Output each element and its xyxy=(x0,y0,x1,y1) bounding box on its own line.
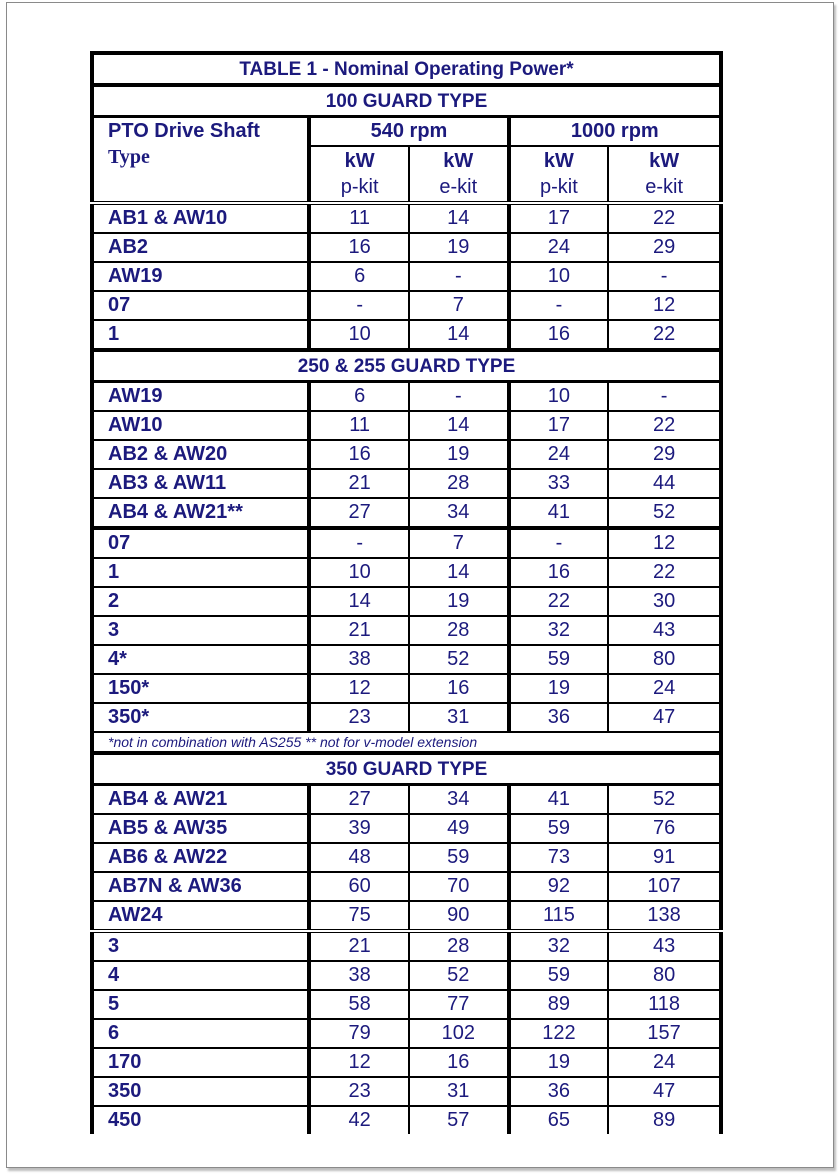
power-value-cell: - xyxy=(509,291,609,320)
power-value-cell: 52 xyxy=(608,498,721,528)
shaft-type-cell: 3 xyxy=(92,931,309,961)
shaft-type-cell: 450 xyxy=(92,1106,309,1134)
shaft-type-cell: AB4 & AW21** xyxy=(92,498,309,528)
rpm-1000-header: 1000 rpm xyxy=(509,117,721,147)
power-value-cell: 24 xyxy=(608,674,721,703)
table-row xyxy=(92,291,721,320)
power-value-cell: 44 xyxy=(608,469,721,498)
section-title: 100 GUARD TYPE xyxy=(92,85,721,117)
power-value-cell: - xyxy=(409,262,509,291)
power-value-cell: 89 xyxy=(509,990,609,1019)
table-row xyxy=(92,587,721,616)
shaft-type-cell: AW19 xyxy=(92,262,309,291)
power-value-cell: 80 xyxy=(608,645,721,674)
table-row xyxy=(92,1048,721,1077)
power-value-cell: 10 xyxy=(309,558,409,587)
unit-pkit: p-kit xyxy=(340,176,379,198)
shaft-type-cell: 6 xyxy=(92,1019,309,1048)
table-row xyxy=(92,203,721,233)
power-value-cell: 59 xyxy=(409,843,509,872)
power-value-cell: 16 xyxy=(309,440,409,469)
table-row xyxy=(92,843,721,872)
power-value-cell: 24 xyxy=(509,440,609,469)
power-value-cell: 21 xyxy=(309,931,409,961)
shaft-type-cell: AW19 xyxy=(92,382,309,412)
power-value-cell: 19 xyxy=(409,587,509,616)
unit-header-1000-pkit xyxy=(509,146,609,203)
power-value-cell: 12 xyxy=(309,674,409,703)
shaft-type-cell: 07 xyxy=(92,528,309,558)
power-value-cell: 92 xyxy=(509,872,609,901)
power-value-cell: 76 xyxy=(608,814,721,843)
power-value-cell: 38 xyxy=(309,645,409,674)
power-value-cell: 31 xyxy=(409,703,509,732)
shaft-type-cell: 350* xyxy=(92,703,309,732)
section-title: 250 & 255 GUARD TYPE xyxy=(92,350,721,382)
power-value-cell: - xyxy=(608,382,721,412)
unit-kw: kW xyxy=(649,150,680,172)
power-value-cell: 36 xyxy=(509,1077,609,1106)
shaft-type-cell: AB3 & AW11 xyxy=(92,469,309,498)
section-title: 350 GUARD TYPE xyxy=(92,753,721,785)
power-value-cell: 24 xyxy=(509,233,609,262)
unit-ekit: e-kit xyxy=(645,176,684,198)
power-value-cell: 12 xyxy=(608,291,721,320)
power-value-cell: 14 xyxy=(309,587,409,616)
shaft-type-cell: 4 xyxy=(92,961,309,990)
power-value-cell: 7 xyxy=(409,291,509,320)
unit-kw: kW xyxy=(344,150,375,172)
power-value-cell: 19 xyxy=(409,440,509,469)
table-row xyxy=(92,814,721,843)
power-value-cell: 157 xyxy=(608,1019,721,1048)
table-row xyxy=(92,901,721,931)
power-value-cell: 43 xyxy=(608,931,721,961)
shaft-type-cell: 3 xyxy=(92,616,309,645)
power-value-cell: 70 xyxy=(409,872,509,901)
power-value-cell: 23 xyxy=(309,703,409,732)
power-value-cell: 14 xyxy=(409,411,509,440)
power-value-cell: 107 xyxy=(608,872,721,901)
shaft-type-cell: AB2 xyxy=(92,233,309,262)
power-value-cell: 33 xyxy=(509,469,609,498)
power-value-cell: 19 xyxy=(509,1048,609,1077)
table-row xyxy=(92,703,721,732)
power-value-cell: 24 xyxy=(608,1048,721,1077)
table-row xyxy=(92,469,721,498)
shaft-type-cell: 2 xyxy=(92,587,309,616)
shaft-type-cell: 170 xyxy=(92,1048,309,1077)
power-value-cell: 6 xyxy=(309,382,409,412)
power-value-cell: 49 xyxy=(409,814,509,843)
power-value-cell: 11 xyxy=(309,411,409,440)
power-value-cell: - xyxy=(309,528,409,558)
table-row xyxy=(92,498,721,528)
power-value-cell: 16 xyxy=(409,674,509,703)
table-row xyxy=(92,645,721,674)
power-value-cell: 16 xyxy=(309,233,409,262)
power-value-cell: 22 xyxy=(509,587,609,616)
power-value-cell: 14 xyxy=(409,320,509,350)
power-value-cell: 138 xyxy=(608,901,721,931)
rpm-540-header: 540 rpm xyxy=(309,117,508,147)
power-value-cell: 122 xyxy=(509,1019,609,1048)
power-value-cell: 21 xyxy=(309,469,409,498)
table-row xyxy=(92,558,721,587)
power-value-cell: 19 xyxy=(409,233,509,262)
shaft-type-cell: 5 xyxy=(92,990,309,1019)
table-row xyxy=(92,411,721,440)
table-row xyxy=(92,990,721,1019)
power-value-cell: 17 xyxy=(509,203,609,233)
shaft-type-cell: AB4 & AW21 xyxy=(92,785,309,815)
power-value-cell: 59 xyxy=(509,814,609,843)
power-value-cell: 118 xyxy=(608,990,721,1019)
power-value-cell: - xyxy=(409,382,509,412)
table-row xyxy=(92,1019,721,1048)
power-value-cell: 6 xyxy=(309,262,409,291)
type-label: Type xyxy=(108,146,150,168)
power-value-cell: 65 xyxy=(509,1106,609,1134)
unit-kw: kW xyxy=(443,150,474,172)
footnote: *not in combination with AS255 ** not for v-model extension xyxy=(92,732,721,753)
power-value-cell: 28 xyxy=(409,931,509,961)
shaft-type-cell: 1 xyxy=(92,558,309,587)
unit-pkit: p-kit xyxy=(540,176,578,198)
shaft-type-cell: 350 xyxy=(92,1077,309,1106)
power-value-cell: 11 xyxy=(309,203,409,233)
power-value-cell: 41 xyxy=(509,498,609,528)
power-table xyxy=(90,51,723,1134)
table-row xyxy=(92,382,721,412)
power-value-cell: 34 xyxy=(409,498,509,528)
unit-ekit: e-kit xyxy=(439,176,478,198)
power-value-cell: 32 xyxy=(509,931,609,961)
power-value-cell: - xyxy=(608,262,721,291)
power-value-cell: 28 xyxy=(409,616,509,645)
power-value-cell: 14 xyxy=(409,558,509,587)
power-value-cell: - xyxy=(509,528,609,558)
power-value-cell: 29 xyxy=(608,233,721,262)
shaft-type-cell: 4* xyxy=(92,645,309,674)
power-value-cell: 10 xyxy=(309,320,409,350)
table-row xyxy=(92,262,721,291)
power-value-cell: 52 xyxy=(608,785,721,815)
table-row xyxy=(92,961,721,990)
unit-header-540-pkit xyxy=(309,146,409,203)
power-value-cell: 31 xyxy=(409,1077,509,1106)
power-value-cell: 59 xyxy=(509,961,609,990)
power-value-cell: 77 xyxy=(409,990,509,1019)
power-value-cell: 16 xyxy=(509,558,609,587)
power-value-cell: 43 xyxy=(608,616,721,645)
shaft-type-cell: AW10 xyxy=(92,411,309,440)
power-value-cell: 30 xyxy=(608,587,721,616)
table-row xyxy=(92,931,721,961)
power-value-cell: 48 xyxy=(309,843,409,872)
power-value-cell: 91 xyxy=(608,843,721,872)
shaft-type-cell: AB7N & AW36 xyxy=(92,872,309,901)
power-value-cell: 29 xyxy=(608,440,721,469)
power-value-cell: 7 xyxy=(409,528,509,558)
power-value-cell: 47 xyxy=(608,1077,721,1106)
shaft-type-cell: 1 xyxy=(92,320,309,350)
table-title: TABLE 1 - Nominal Operating Power* xyxy=(92,53,721,85)
power-value-cell: 75 xyxy=(309,901,409,931)
power-value-cell: 14 xyxy=(409,203,509,233)
power-value-cell: 41 xyxy=(509,785,609,815)
power-table-container xyxy=(90,51,723,1134)
power-value-cell: 12 xyxy=(608,528,721,558)
table-row xyxy=(92,1077,721,1106)
shaft-type-cell: AW24 xyxy=(92,901,309,931)
shaft-type-cell: AB1 & AW10 xyxy=(92,203,309,233)
power-value-cell: 16 xyxy=(409,1048,509,1077)
power-value-cell: 79 xyxy=(309,1019,409,1048)
power-value-cell: 52 xyxy=(409,961,509,990)
power-value-cell: 59 xyxy=(509,645,609,674)
power-value-cell: 80 xyxy=(608,961,721,990)
power-value-cell: 22 xyxy=(608,558,721,587)
power-value-cell: 32 xyxy=(509,616,609,645)
shaft-type-cell: AB5 & AW35 xyxy=(92,814,309,843)
table-row xyxy=(92,872,721,901)
power-value-cell: 52 xyxy=(409,645,509,674)
power-value-cell: 57 xyxy=(409,1106,509,1134)
power-value-cell: 58 xyxy=(309,990,409,1019)
power-value-cell: 42 xyxy=(309,1106,409,1134)
power-value-cell: 36 xyxy=(509,703,609,732)
table-row xyxy=(92,674,721,703)
document-page xyxy=(6,2,834,1168)
power-value-cell: 16 xyxy=(509,320,609,350)
power-value-cell: 19 xyxy=(509,674,609,703)
power-value-cell: 102 xyxy=(409,1019,509,1048)
shaft-type-cell: 07 xyxy=(92,291,309,320)
shaft-type-cell: 150* xyxy=(92,674,309,703)
power-value-cell: 23 xyxy=(309,1077,409,1106)
table-row xyxy=(92,320,721,350)
power-value-cell: 10 xyxy=(509,382,609,412)
power-value-cell: 27 xyxy=(309,498,409,528)
power-value-cell: - xyxy=(309,291,409,320)
power-value-cell: 34 xyxy=(409,785,509,815)
pto-header-cell xyxy=(92,117,309,204)
power-value-cell: 22 xyxy=(608,411,721,440)
shaft-type-cell: AB6 & AW22 xyxy=(92,843,309,872)
shaft-type-cell: AB2 & AW20 xyxy=(92,440,309,469)
power-value-cell: 47 xyxy=(608,703,721,732)
power-value-cell: 10 xyxy=(509,262,609,291)
table-row xyxy=(92,528,721,558)
table-row xyxy=(92,233,721,262)
power-value-cell: 90 xyxy=(409,901,509,931)
unit-header-1000-ekit xyxy=(608,146,721,203)
table-row xyxy=(92,440,721,469)
table-row xyxy=(92,785,721,815)
power-value-cell: 28 xyxy=(409,469,509,498)
table-row xyxy=(92,1106,721,1134)
power-value-cell: 60 xyxy=(309,872,409,901)
power-value-cell: 115 xyxy=(509,901,609,931)
power-value-cell: 73 xyxy=(509,843,609,872)
unit-header-540-ekit xyxy=(409,146,509,203)
power-value-cell: 89 xyxy=(608,1106,721,1134)
power-value-cell: 38 xyxy=(309,961,409,990)
power-value-cell: 22 xyxy=(608,203,721,233)
power-value-cell: 39 xyxy=(309,814,409,843)
power-value-cell: 17 xyxy=(509,411,609,440)
pto-drive-shaft-label: PTO Drive Shaft xyxy=(108,120,260,142)
power-value-cell: 12 xyxy=(309,1048,409,1077)
power-value-cell: 22 xyxy=(608,320,721,350)
table-row xyxy=(92,616,721,645)
unit-kw: kW xyxy=(543,150,574,172)
power-value-cell: 27 xyxy=(309,785,409,815)
power-value-cell: 21 xyxy=(309,616,409,645)
